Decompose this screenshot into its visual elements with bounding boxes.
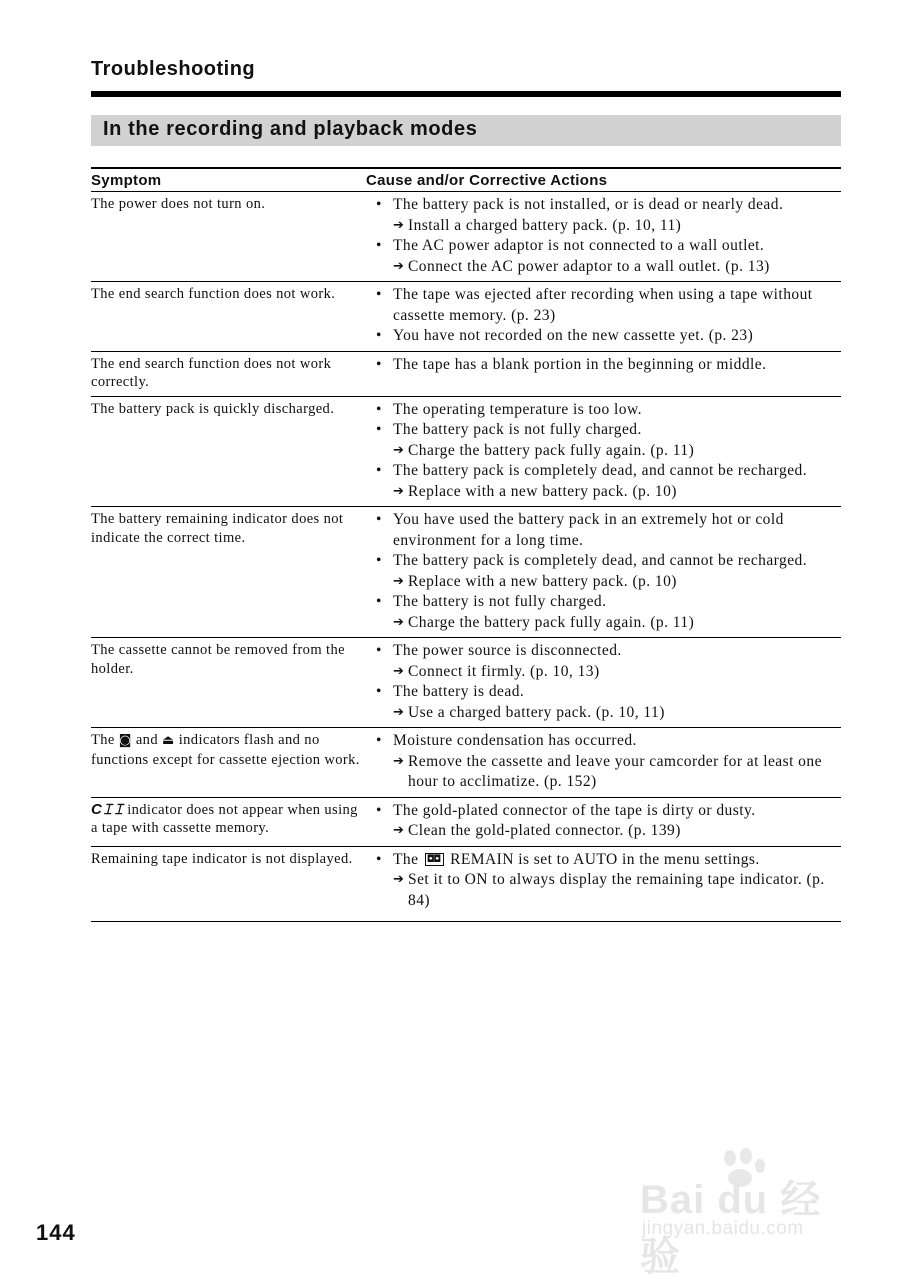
cause-cell xyxy=(366,728,841,798)
cassette-memory-icon: C𝙸𝙸 xyxy=(91,800,125,818)
bullet-icon: • xyxy=(376,552,382,569)
corrective-action: ➔ Clean the gold-plated connector. (p. 139) xyxy=(393,821,841,842)
cause-item xyxy=(376,641,841,682)
cause-cell xyxy=(366,192,841,282)
cause-item xyxy=(376,682,841,723)
cause-cell xyxy=(366,282,841,352)
arrow-right-icon: ➔ xyxy=(393,663,405,679)
bullet-icon: • xyxy=(376,462,382,479)
table-row xyxy=(91,638,841,728)
cause-text: The tape has a blank portion in the beginning or middle. xyxy=(393,355,767,373)
bullet-icon: • xyxy=(376,683,382,700)
cause-item xyxy=(376,731,841,793)
cause-text: The battery pack is not fully charged. xyxy=(393,421,642,438)
bullet-icon: • xyxy=(376,286,382,303)
cause-text: The battery pack is not installed, or is dead or nearly dead. xyxy=(393,196,784,213)
baidu-watermark xyxy=(640,1148,850,1279)
table-row xyxy=(91,282,841,352)
cause-header: Cause and/or Corrective Actions xyxy=(366,168,841,192)
bullet-icon: • xyxy=(376,593,382,610)
cause-item xyxy=(376,510,841,551)
table-row xyxy=(91,846,841,922)
arrow-right-icon: ➔ xyxy=(393,823,405,838)
cause-item xyxy=(376,355,841,376)
cause-text: The operating temperature is too low. xyxy=(393,400,642,418)
cause-text: The tape was ejected after recording when using a tape without cassette memory. (p. 23) xyxy=(393,286,813,324)
watermark-url: jingyan.baidu.com xyxy=(642,1218,804,1239)
bullet-icon: • xyxy=(376,801,382,819)
table-row xyxy=(91,728,841,798)
table-header-row xyxy=(91,168,841,192)
cause-item xyxy=(376,801,841,842)
corrective-action: ➔ Replace with a new battery pack. (p. 10) xyxy=(393,482,841,503)
eject-icon: ⏏ xyxy=(162,733,175,748)
bullet-icon: • xyxy=(376,355,382,373)
symptom-cell: The power does not turn on. xyxy=(91,192,366,282)
cause-item xyxy=(376,420,841,461)
bullet-icon: • xyxy=(376,400,382,418)
section-bar xyxy=(91,115,841,146)
symptom-cell: The battery pack is quickly discharged. xyxy=(91,396,366,507)
page-title: Troubleshooting xyxy=(91,58,256,80)
cause-cell xyxy=(366,396,841,507)
cause-item xyxy=(376,326,841,347)
corrective-action: ➔ Remove the cassette and leave your camcorder for at least one hour to acclimatize. (p. 152) xyxy=(393,752,822,790)
corrective-action: ➔ Connect the AC power adaptor to a wall outlet. (p. 13) xyxy=(393,257,841,278)
cause-item xyxy=(376,592,841,633)
cause-item xyxy=(376,195,841,236)
symptom-cell: Remaining tape indicator is not displayed. xyxy=(91,850,353,867)
cause-text: The gold-plated connector of the tape is dirty or dusty. xyxy=(393,801,756,819)
cause-item: • The ◘◘ REMAIN is set to AUTO in the menu settings. ➔ Set it to ON to always display the remaining tape indicator. (p. 84) xyxy=(376,850,841,912)
bullet-icon: • xyxy=(376,421,382,438)
section-title: In the recording and playback modes xyxy=(103,118,478,140)
arrow-right-icon: ➔ xyxy=(393,614,405,630)
corrective-action: ➔ Set it to ON to always display the remaining tape indicator. (p. 84) xyxy=(393,871,825,909)
cause-item xyxy=(376,461,841,502)
symptom-cell: The end search function does not work correctly. xyxy=(91,351,366,396)
cause-item xyxy=(376,551,841,592)
corrective-action: ➔ Replace with a new battery pack. (p. 10) xyxy=(393,572,841,593)
cause-text: The battery is not fully charged. xyxy=(393,593,607,610)
bullet-icon: • xyxy=(376,511,382,528)
arrow-right-icon: ➔ xyxy=(393,483,405,499)
cause-cell xyxy=(366,507,841,638)
cause-item xyxy=(376,400,841,421)
cause-cell xyxy=(366,638,841,728)
page-number: 144 xyxy=(36,1220,76,1245)
table-row xyxy=(91,507,841,638)
cause-text: You have not recorded on the new cassette yet. (p. 23) xyxy=(393,327,754,344)
arrow-right-icon: ➔ xyxy=(393,704,405,720)
cause-text: You have used the battery pack in an extremely hot or cold environment for a long time. xyxy=(393,511,784,549)
symptom-cell: The cassette cannot be removed from the holder. xyxy=(91,638,366,728)
arrow-right-icon: ➔ xyxy=(393,258,405,274)
table-row xyxy=(91,351,841,396)
bullet-icon: • xyxy=(376,732,382,749)
symptom-cell: The ◙ and ⏏ indicators flash and no functions except for cassette ejection work. xyxy=(91,728,366,798)
tape-icon: ◘◘ xyxy=(425,853,444,866)
arrow-right-icon: ➔ xyxy=(393,442,405,458)
cause-cell xyxy=(366,351,841,396)
cause-item xyxy=(376,236,841,277)
symptom-cell: The end search function does not work. xyxy=(91,282,366,352)
cause-text: Moisture condensation has occurred. xyxy=(393,732,637,749)
cause-cell xyxy=(366,797,841,846)
bullet-icon: • xyxy=(376,850,382,868)
bullet-icon: • xyxy=(376,237,382,254)
title-rule xyxy=(91,91,841,97)
bullet-icon: • xyxy=(376,327,382,344)
corrective-action: ➔ Connect it firmly. (p. 10, 13) xyxy=(393,662,841,683)
cause-text: The AC power adaptor is not connected to a wall outlet. xyxy=(393,237,765,254)
arrow-right-icon: ➔ xyxy=(393,753,405,769)
bullet-icon: • xyxy=(376,642,382,659)
arrow-right-icon: ➔ xyxy=(393,573,405,589)
cause-text: The battery is dead. xyxy=(393,683,525,700)
symptom-header: Symptom xyxy=(91,168,366,192)
corrective-action: ➔ Charge the battery pack fully again. (p. 11) xyxy=(393,441,841,462)
cause-text: The power source is disconnected. xyxy=(393,642,622,659)
bullet-icon: • xyxy=(376,196,382,213)
watermark-logo-text: Bai du 经验 xyxy=(640,1178,822,1279)
corrective-action: ➔ Charge the battery pack fully again. (p. 11) xyxy=(393,613,841,634)
cause-text: The battery pack is completely dead, and cannot be recharged. xyxy=(393,552,808,569)
table-row xyxy=(91,396,841,507)
cause-cell xyxy=(366,846,841,922)
troubleshooting-table xyxy=(91,167,841,922)
arrow-right-icon: ➔ xyxy=(393,872,405,887)
arrow-right-icon: ➔ xyxy=(393,217,405,233)
cause-item xyxy=(376,285,841,326)
symptom-cell: C𝙸𝙸 indicator does not appear when using a tape with cassette memory. xyxy=(91,797,366,846)
table-row xyxy=(91,797,841,846)
cause-text: The battery pack is completely dead, and cannot be recharged. xyxy=(393,462,808,479)
corrective-action: ➔ Use a charged battery pack. (p. 10, 11) xyxy=(393,703,841,724)
moisture-icon: ◙ xyxy=(118,733,132,748)
table-row xyxy=(91,192,841,282)
corrective-action: ➔ Install a charged battery pack. (p. 10, 11) xyxy=(393,216,841,237)
symptom-cell: The battery remaining indicator does not indicate the correct time. xyxy=(91,507,366,638)
